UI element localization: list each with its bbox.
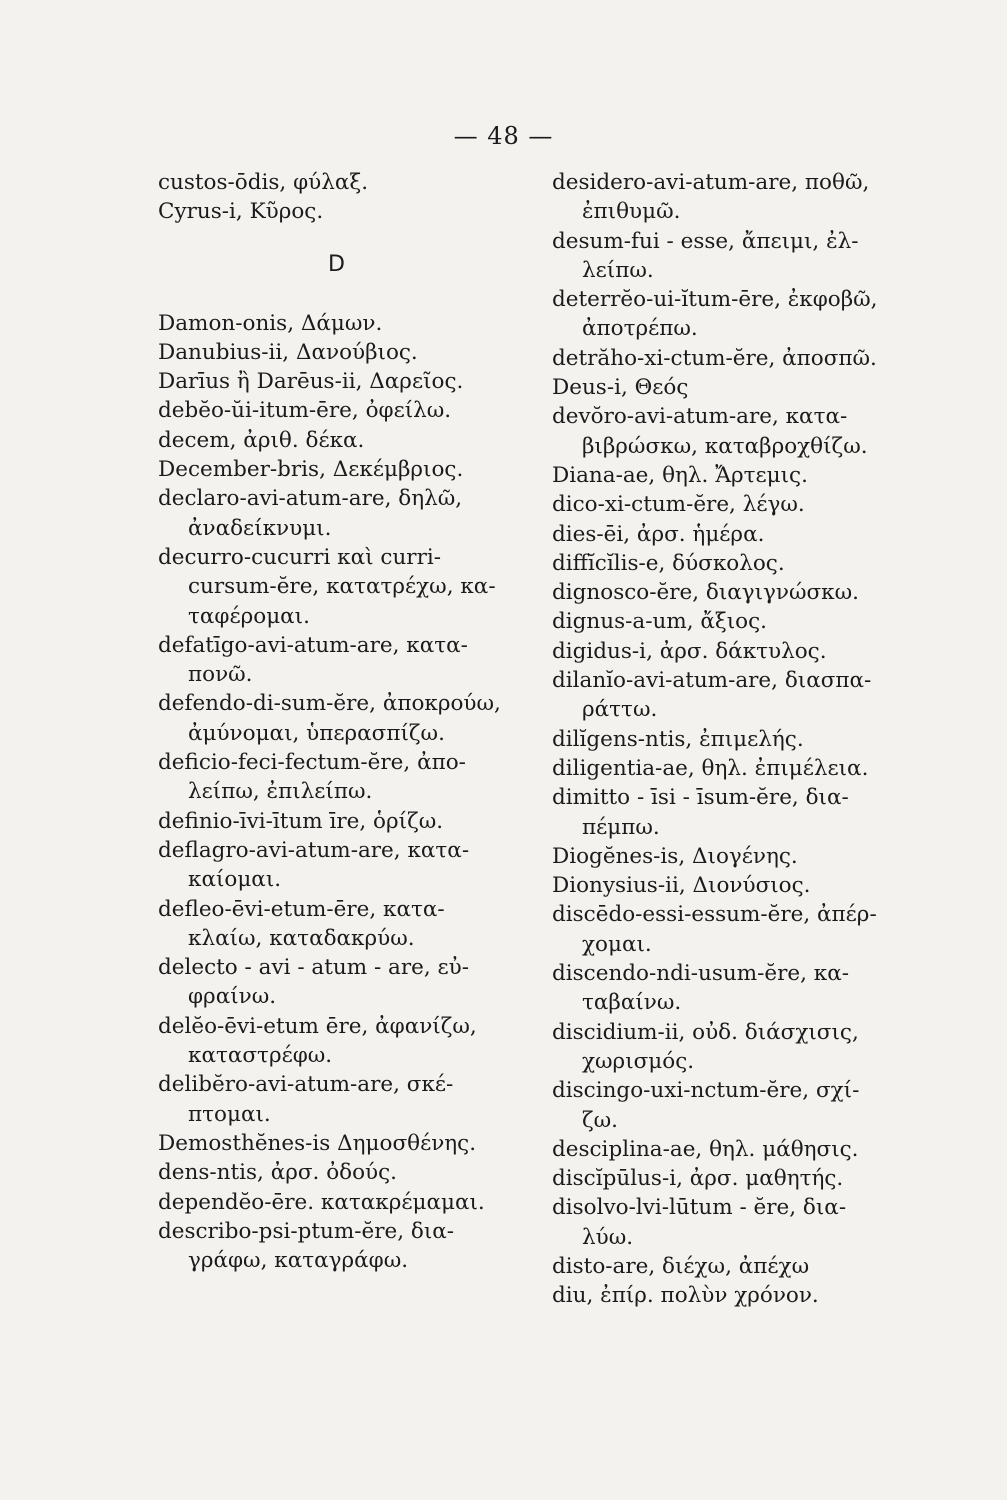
- entry-headword-line: diu, ἐπίρ. πολὺν χρόνον.: [552, 1283, 819, 1309]
- dictionary-entry: [552, 1193, 932, 1252]
- entry-headword-line: decem, ἀριθ. δέκα.: [158, 427, 365, 453]
- dictionary-entry: [158, 168, 528, 197]
- entry-continuation-line: ἀμύνομαι, ὑπερασπίζω.: [188, 720, 445, 746]
- entry-headword-line: dens-ntis, ἀρσ. ὀδούς.: [158, 1160, 397, 1186]
- entry-headword-line: devŏro-avi-atum-are, κατα-: [552, 404, 848, 430]
- dictionary-entry: [552, 725, 932, 754]
- entry-headword-line: dies-ēi, ἀρσ. ἡμέρα.: [552, 521, 765, 547]
- dictionary-entry: [552, 168, 932, 227]
- entry-headword-line: defendo-di-sum-ĕre, ἀποκρούω,: [158, 691, 501, 717]
- entry-continuation-line: καίομαι.: [188, 867, 282, 893]
- dictionary-entry: [158, 396, 528, 425]
- left-column-carryover: [158, 168, 528, 227]
- dictionary-entry: [552, 842, 932, 871]
- entry-headword-line: dignosco-ĕre, διαγιγνώσκω.: [552, 580, 859, 606]
- entry-continuation-line: χομαι.: [582, 931, 652, 957]
- dictionary-entry: [552, 549, 932, 578]
- entry-headword-line: dependĕo-ēre. κατακρέμαμαι.: [158, 1189, 485, 1215]
- dictionary-entry: [158, 836, 528, 895]
- entry-headword-line: dignus-a-um, ἄξιος.: [552, 609, 767, 635]
- dictionary-entry: [158, 953, 528, 1012]
- entry-continuation-line: λείπω.: [582, 257, 654, 283]
- dictionary-entry: [158, 631, 528, 690]
- entry-headword-line: discingo-uxi-nctum-ĕre, σχί-: [552, 1078, 860, 1104]
- entry-headword-line: diffĭcĭlis-e, δύσκολος.: [552, 550, 785, 576]
- entry-headword-line: deterrĕo-ui-ĭtum-ēre, ἐκφοβῶ,: [552, 287, 878, 313]
- entry-headword-line: dilĭgens-ntis, ἐπιμελής.: [552, 726, 804, 752]
- dictionary-entry: [552, 373, 932, 402]
- entry-continuation-line: cursum-ĕre, κατατρέχω, κα-: [188, 574, 496, 600]
- dictionary-entry: [158, 1070, 528, 1129]
- dictionary-entry: [158, 1012, 528, 1071]
- dictionary-entry: [552, 402, 932, 461]
- entry-continuation-line: πέμπω.: [582, 814, 660, 840]
- entry-headword-line: deficio-feci-fectum-ĕre, ἀπο-: [158, 750, 466, 776]
- entry-continuation-line: ἀναδείκνυμι.: [188, 515, 332, 541]
- dictionary-entry: [552, 344, 932, 373]
- entry-headword-line: Diana-ae, θηλ. Ἄρτεμις.: [552, 462, 808, 488]
- entry-headword-line: discēdo-essi-essum-ĕre, ἀπέρ-: [552, 902, 877, 928]
- entry-headword-line: custos-ōdis, φύλαξ.: [158, 170, 369, 195]
- entry-headword-line: defleo-ēvi-etum-ēre, κατα-: [158, 896, 445, 922]
- dictionary-entry: [552, 1252, 932, 1281]
- entry-continuation-line: πονῶ.: [188, 662, 253, 688]
- left-column: [158, 168, 528, 1275]
- dictionary-entry: [552, 607, 932, 636]
- page-number: — 48 —: [453, 122, 554, 150]
- entry-headword-line: desidero-avi-atum-are, ποθῶ,: [552, 170, 870, 195]
- entry-continuation-line: ράττω.: [582, 697, 658, 723]
- entry-continuation-line: ἀποτρέπω.: [582, 316, 698, 342]
- entry-headword-line: declaro-avi-atum-are, δηλῶ,: [158, 486, 463, 512]
- entry-headword-line: discidium-ii, οὐδ. διάσχισις,: [552, 1019, 859, 1045]
- dictionary-entry: [552, 1135, 932, 1164]
- entry-headword-line: Darīus ἢ Darēus-ii, Δαρεῖος.: [158, 369, 464, 395]
- entry-continuation-line: καταστρέφω.: [188, 1043, 333, 1069]
- entry-headword-line: Damon-onis, Δάμων.: [158, 310, 383, 336]
- left-column-entries: [158, 309, 528, 1276]
- entry-headword-line: disolvo-lvi-lūtum - ĕre, δια-: [552, 1195, 847, 1221]
- dictionary-entry: [158, 484, 528, 543]
- entry-headword-line: detrăho-xi-ctum-ĕre, ἀποσπῶ.: [552, 345, 877, 371]
- dictionary-entry: [552, 520, 932, 549]
- entry-continuation-line: πτομαι.: [188, 1101, 271, 1127]
- entry-headword-line: desum-fui - esse, ἄπειμι, ἐλ-: [552, 228, 859, 254]
- dictionary-entry: [158, 197, 528, 226]
- entry-continuation-line: λείπω, ἐπιλείπω.: [188, 779, 373, 805]
- dictionary-entry: [158, 807, 528, 836]
- entry-headword-line: digidus-i, ἀρσ. δάκτυλος.: [552, 638, 827, 664]
- dictionary-entry: [158, 1158, 528, 1187]
- entry-headword-line: discendo-ndi-usum-ĕre, κα-: [552, 961, 850, 987]
- dictionary-entry: [158, 1188, 528, 1217]
- dictionary-entry: [158, 1129, 528, 1158]
- dictionary-entry: [158, 689, 528, 748]
- dictionary-entry: [552, 666, 932, 725]
- entry-headword-line: decurro-cucurri καὶ curri-: [158, 544, 441, 570]
- dictionary-entry: [158, 426, 528, 455]
- dictionary-entry: [552, 1164, 932, 1193]
- right-column-entries: [552, 168, 932, 1311]
- entry-headword-line: dimitto - īsi - īsum-ĕre, δια-: [552, 785, 849, 811]
- dictionary-entry: [552, 1076, 932, 1135]
- dictionary-entry: [552, 754, 932, 783]
- dictionary-entry: [552, 1018, 932, 1077]
- entry-continuation-line: γράφω, καταγράφω.: [188, 1248, 409, 1274]
- dictionary-entry: [552, 900, 932, 959]
- dictionary-entry: [552, 871, 932, 900]
- entry-headword-line: debĕo-ŭi-itum-ēre, ὀφείλω.: [158, 398, 452, 424]
- dictionary-entry: [158, 367, 528, 396]
- dictionary-entry: [158, 1217, 528, 1276]
- entry-headword-line: definio-īvi-ītum īre, ὁρίζω.: [158, 808, 444, 834]
- entry-headword-line: discĭpūlus-i, ἀρσ. μαθητής.: [552, 1166, 844, 1192]
- entry-headword-line: December-bris, Δεκέμβριος.: [158, 457, 464, 483]
- dictionary-entry: [552, 1281, 932, 1310]
- entry-continuation-line: ταβαίνω.: [582, 990, 682, 1016]
- entry-continuation-line: χωρισμός.: [582, 1048, 695, 1074]
- entry-headword-line: diligentia-ae, θηλ. ἐπιμέλεια.: [552, 755, 869, 781]
- section-gap: [158, 295, 528, 309]
- section-letter: D: [328, 251, 345, 277]
- dictionary-entry: [552, 578, 932, 607]
- entry-headword-line: describo-psi-ptum-ĕre, δια-: [158, 1218, 455, 1244]
- dictionary-entry: [552, 783, 932, 842]
- entry-continuation-line: κλαίω, καταδακρύω.: [188, 925, 415, 951]
- dictionary-entry: [552, 637, 932, 666]
- entry-headword-line: delecto - avi - atum - are, εὐ-: [158, 955, 470, 981]
- entry-headword-line: Diogĕnes-is, Διογένης.: [552, 843, 798, 869]
- entry-headword-line: defatīgo-avi-atum-are, κατα-: [158, 632, 468, 658]
- dictionary-entry: [552, 227, 932, 286]
- entry-headword-line: dico-xi-ctum-ĕre, λέγω.: [552, 492, 805, 518]
- dictionary-entry: [158, 309, 528, 338]
- entry-headword-line: disto-are, διέχω, ἀπέχω: [552, 1253, 810, 1279]
- entry-headword-line: delibĕro-avi-atum-are, σκέ-: [158, 1072, 454, 1098]
- dictionary-entry: [552, 285, 932, 344]
- entry-headword-line: Dionysius-ii, Διονύσιος.: [552, 873, 811, 899]
- right-column: [552, 168, 932, 1311]
- dictionary-entry: [552, 959, 932, 1018]
- dictionary-entry: [158, 895, 528, 954]
- entry-headword-line: Cyrus-i, Κῦρος.: [158, 199, 324, 225]
- dictionary-entry: [158, 748, 528, 807]
- entry-continuation-line: βιβρώσκω, καταβροχθίζω.: [582, 433, 868, 459]
- entry-headword-line: delĕo-ēvi-etum ēre, ἀφανίζω,: [158, 1013, 477, 1039]
- entry-continuation-line: ταφέρομαι.: [188, 603, 310, 629]
- dictionary-entry: [158, 543, 528, 631]
- entry-headword-line: deflagro-avi-atum-are, κατα-: [158, 837, 470, 863]
- entry-headword-line: Demosthĕnes-is Δημοσθένης.: [158, 1130, 477, 1156]
- entry-headword-line: Danubius-ii, Δανούβιος.: [158, 339, 418, 365]
- dictionary-entry: [158, 455, 528, 484]
- entry-headword-line: Deus-i, Θεός: [552, 375, 689, 401]
- dictionary-entry: [552, 461, 932, 490]
- entry-continuation-line: ἐπιθυμῶ.: [582, 199, 681, 225]
- entry-headword-line: dilanĭo-avi-atum-are, διασπα-: [552, 668, 872, 694]
- dictionary-entry: [158, 338, 528, 367]
- entry-continuation-line: λύω.: [582, 1224, 634, 1250]
- entry-continuation-line: φραίνω.: [188, 984, 277, 1010]
- entry-continuation-line: ζω.: [582, 1107, 619, 1133]
- dictionary-entry: [552, 490, 932, 519]
- entry-headword-line: desciplina-ae, θηλ. μάθησις.: [552, 1136, 859, 1162]
